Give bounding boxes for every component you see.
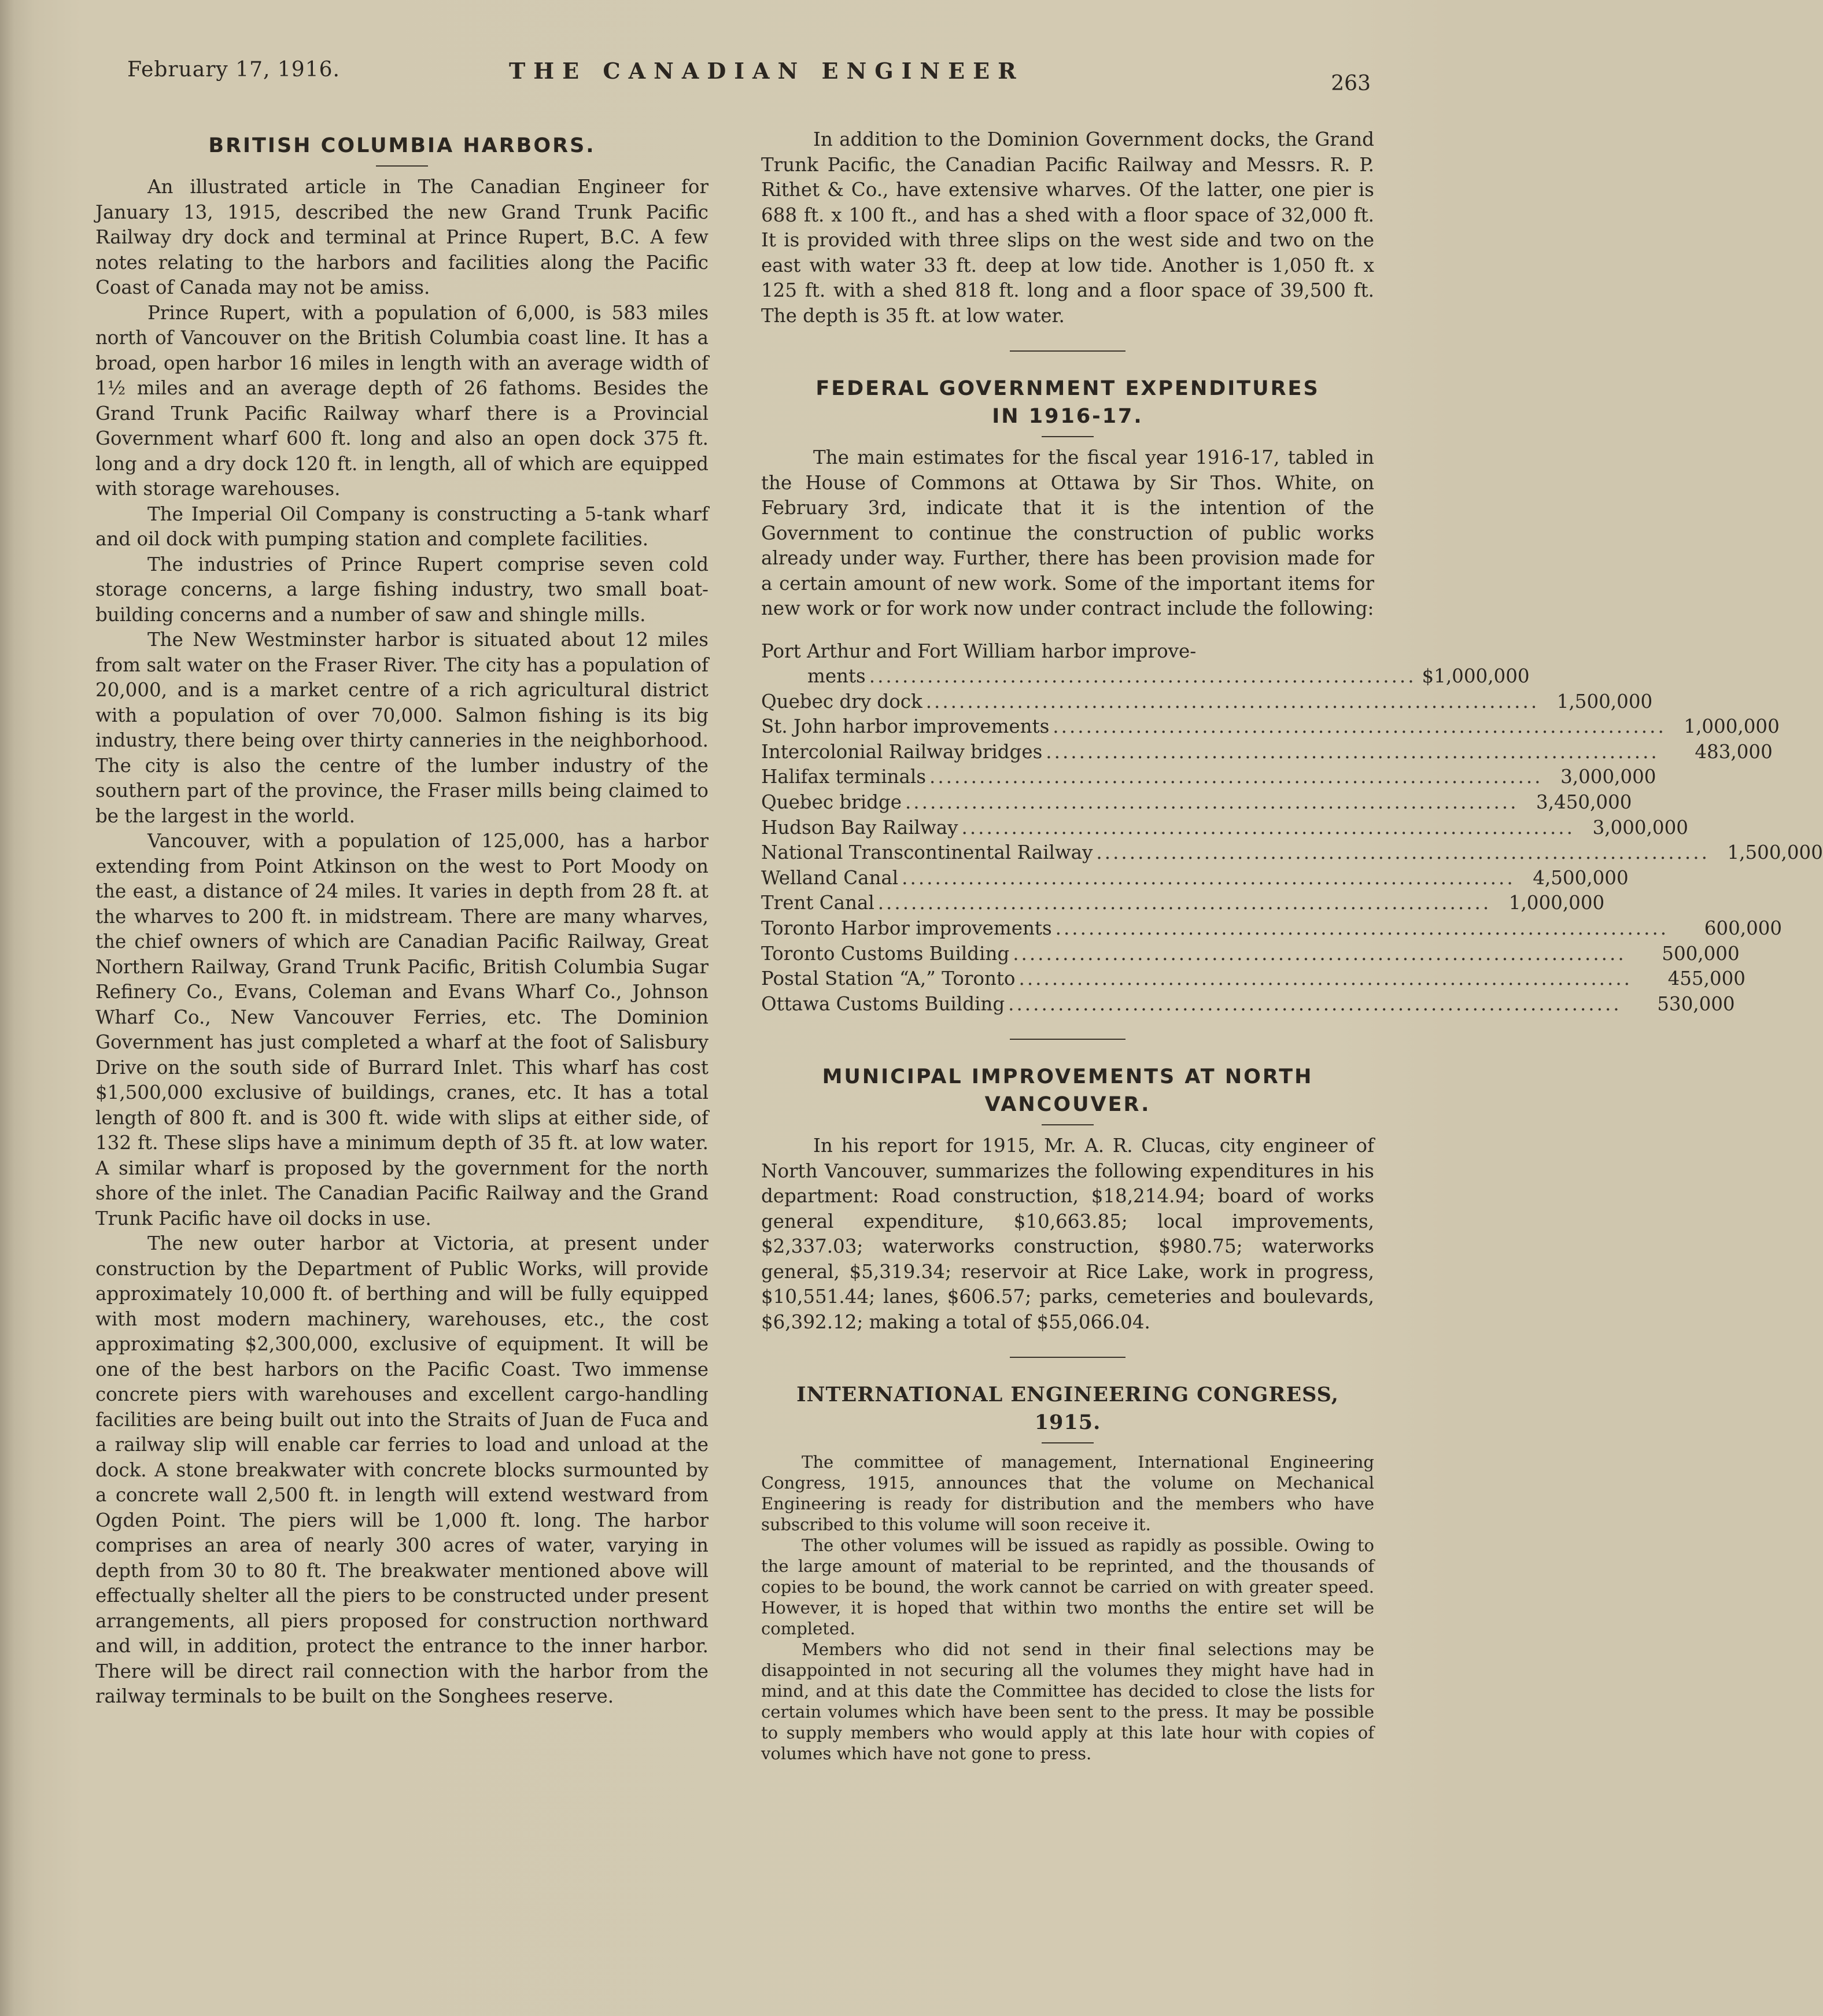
expenditure-row	[761, 689, 1653, 715]
federal-title-line1: FEDERAL GOVERNMENT EXPENDITURES	[815, 377, 1320, 400]
municipal-body: In his report for 1915, Mr. A. R. Clucas, city engineer of North Vancouver, summarizes the following expenditures in his department: Road construction, $18,214.94; board of works general expenditure, $10,663.85; local improvements, $2,337.03; waterworks construction, $980.75; waterworks general, $5,319.34; reservoir at Rice Lake, work in progress, $10,551.44; lanes, $606.57; parks, cemeteries and boulevards, $6,392.12; making a total of $55,066.04.	[761, 1135, 1374, 1333]
journal-title: THE CANADIAN ENGINEER	[509, 58, 1024, 84]
leader-dots: ..........................................................................	[905, 791, 1519, 814]
leader-dots: ..........................................................................	[902, 866, 1515, 889]
expenditure-row	[761, 840, 1823, 866]
item-name: Halifax terminals	[761, 766, 926, 788]
item-amount: 4,500,000	[1533, 866, 1629, 889]
bc-paragraph: The new outer harbor at Victoria, at present under construction by the Department of Public Works, will provide approximately 10,000 ft. of berthing and will be fully equipped with most modern machinery, warehouses, etc., the cost approximating $2,300,000, exclusive of equipment. It will be one of the best harbors on the Pacific Coast. Two immense concrete piers with warehouses and excellent cargo-handling facilities are being built out into the Straits of Juan de Fuca and a railway slip will enable car ferries to load and unload at the dock. A stone breakwater with concrete blocks surmounted by a concrete wall 2,500 ft. in length will extend westward from Ogden Point. The piers will be 1,000 ft. long. The harbor comprises an area of nearly 300 acres of water, varying in depth from 30 to 80 ft. The breakwater mentioned above will effectually shelter all the piers to be constructed under present arrangements, all piers proposed for construction northward and will, in addition, protect the entrance to the inner harbor. There will be direct rail connection with the harbor from the railway terminals to be built on the Songhees reserve.	[95, 1232, 708, 1707]
item-name: Toronto Customs Building	[761, 942, 1010, 965]
leader-dots: ..........................................................................	[1018, 968, 1632, 990]
item-name: Port Arthur and Fort William harbor improve-	[761, 640, 1197, 662]
section-divider	[1010, 1039, 1125, 1040]
expenditure-row	[761, 941, 1740, 967]
article-title-federal	[761, 375, 1374, 430]
item-amount: 530,000	[1657, 992, 1735, 1015]
article-title-congress: INTERNATIONAL ENGINEERING CONGRESS, 1915.	[796, 1383, 1339, 1435]
expenditure-row	[761, 815, 1688, 841]
issue-date: February 17, 1916.	[127, 58, 340, 82]
item-name: St. John harbor improvements	[761, 715, 1050, 738]
expenditure-row	[761, 664, 1530, 689]
article-title-bc-harbors: BRITISH COLUMBIA HARBORS.	[208, 134, 596, 157]
leader-dots: ..........................................................................	[929, 766, 1543, 788]
leader-dots: ..........................................................................	[877, 892, 1492, 914]
expenditure-row	[761, 966, 1745, 992]
title-rule	[376, 165, 428, 167]
bc-paragraph: The Imperial Oil Company is constructing a 5-tank wharf and oil dock with pumping station and complete facilities.	[95, 503, 708, 550]
item-name: Welland Canal	[761, 866, 899, 889]
item-amount: 600,000	[1704, 917, 1783, 940]
article-title-municipal	[761, 1063, 1374, 1118]
item-name: ments	[807, 665, 866, 688]
expenditure-row	[761, 866, 1629, 891]
leader-dots: ..........................................................................	[1055, 917, 1669, 940]
item-name: Postal Station “A,” Toronto	[761, 968, 1016, 990]
title-rule	[1042, 436, 1094, 437]
federal-intro: The main estimates for the fiscal year 1916-17, tabled in the House of Commons at Ottawa by Sir Thos. White, on February 3rd, indicate that it is the intention of the Government to continue the construction of public works already under way. Further, there has been provision made for a certain amount of new work. Some of the important items for new work or for work now under contract include the following:	[761, 446, 1374, 619]
leader-dots: ..........................................................................	[961, 816, 1575, 839]
congress-article	[761, 1381, 1374, 1764]
leader-dots: ..........................................................................	[1008, 992, 1622, 1015]
item-amount: 500,000	[1662, 942, 1740, 965]
expenditure-list	[761, 639, 1823, 1017]
item-amount: 455,000	[1667, 968, 1745, 990]
leader-dots: ..........................................................................	[925, 690, 1540, 712]
expenditure-row	[761, 639, 1374, 664]
item-name: National Transcontinental Railway	[761, 841, 1093, 864]
item-amount: 483,000	[1695, 740, 1773, 763]
item-amount: 1,000,000	[1508, 892, 1605, 914]
federal-title-line2: IN 1916-17.	[992, 405, 1143, 428]
bc-paragraph: Prince Rupert, with a population of 6,000, is 583 miles north of Vancouver on the British Columbia coast line. It has a broad, open harbor 16 miles in length with an average width of 1½ miles and an average depth of 26 fathoms. Besides the Grand Trunk Pacific Railway wharf there is a Provincial Government wharf 600 ft. long and also an open dock 375 ft. long and a dry dock 120 ft. in length, all of which are equipped with storage warehouses.	[95, 301, 708, 500]
title-rule	[1042, 1124, 1094, 1125]
item-amount: 3,000,000	[1560, 766, 1656, 788]
leader-dots: ..........................................................................	[1046, 740, 1659, 763]
item-amount: 1,500,000	[1727, 841, 1823, 864]
expenditure-row	[761, 790, 1632, 815]
expenditure-row	[761, 714, 1780, 740]
item-amount: 1,000,000	[1684, 715, 1780, 738]
leader-dots: ..........................................................................	[1013, 942, 1626, 965]
expenditure-row	[761, 765, 1656, 790]
expenditure-row	[761, 992, 1735, 1017]
item-name: Trent Canal	[761, 892, 874, 914]
bc-paragraph-continued: In addition to the Dominion Government docks, the Grand Trunk Pacific, the Canadian Pacific Railway and Messrs. R. P. Rithet & Co., have extensive wharves. Of the latter, one pier is 688 ft. x 100 ft., and has a shed with a floor space of 32,000 ft. It is provided with three slips on the west side and two on the east with water 33 ft. deep at low tide. Another is 1,050 ft. x 125 ft. with a shed 818 ft. long and a floor space of 39,500 ft. The depth is 35 ft. at low water.	[761, 128, 1374, 327]
bc-paragraph: The industries of Prince Rupert comprise seven cold storage concerns, a large fishing industry, two small boat-building concerns and a number of saw and shingle mills.	[95, 553, 708, 626]
right-column	[761, 127, 1823, 1764]
bc-paragraph: The New Westminster harbor is situated about 12 miles from salt water on the Fraser River. The city has a population of 20,000, and is a market centre of a rich agricultural district with a population of over 70,000. Salmon fishing is its big industry, there being over thirty canneries in the neighborhood. The city is also the centre of the lumber industry of the southern part of the province, the Fraser mills being claimed to be the largest in the world.	[95, 629, 708, 827]
expenditure-row	[761, 891, 1605, 916]
item-name: Quebec bridge	[761, 791, 902, 814]
item-name: Intercolonial Railway bridges	[761, 740, 1043, 763]
item-amount: 3,450,000	[1536, 791, 1632, 814]
title-rule	[1042, 1442, 1094, 1443]
item-name: Quebec dry dock	[761, 690, 922, 712]
page-number: 263	[1331, 72, 1371, 95]
section-divider	[1010, 350, 1125, 352]
expenditure-row	[761, 916, 1783, 941]
section-divider	[1010, 1357, 1125, 1358]
municipal-title-line2: VANCOUVER.	[984, 1093, 1151, 1117]
item-amount: $1,000,000	[1422, 665, 1530, 688]
leader-dots: ..................................................................	[869, 665, 1416, 688]
item-name: Hudson Bay Railway	[761, 816, 958, 839]
page-header	[127, 58, 1371, 98]
item-name: Ottawa Customs Building	[761, 992, 1005, 1015]
item-name: Toronto Harbor improvements	[761, 917, 1052, 940]
leader-dots: ..........................................................................	[1096, 841, 1710, 864]
bc-paragraph: Vancouver, with a population of 125,000, has a harbor extending from Point Atkinson on the west to Port Moody on the east, a distance of 24 miles. It varies in depth from 28 ft. at the wharves to 200 ft. in midstream. There are many wharves, the chief owners of which are Canadian Pacific Railway, Great Northern Railway, Grand Trunk Pacific, British Columbia Sugar Refinery Co., Evans, Coleman and Evans Wharf Co., Johnson Wharf Co., New Vancouver Ferries, etc. The Dominion Government has just completed a wharf at the foot of Salisbury Drive on the south side of Burrard Inlet. This wharf has cost $1,500,000 exclusive of buildings, cranes, etc. It has a total length of 800 ft. and is 300 ft. wide with slips at either side, of 132 ft. These slips have a minimum depth of 35 ft. at low water. A similar wharf is proposed by the government for the north shore of the inlet. The Canadian Pacific Railway and the Grand Trunk Pacific have oil docks in use.	[95, 830, 708, 1229]
congress-paragraph: Members who did not send in their final selections may be disappointed in not securing all the volumes they might have had in mind, and at this date the Committee has decided to close the lists for certain volumes which have been sent to the press. It may be possible to supply members who would apply at this late hour with copies of volumes which have not gone to press.	[761, 1640, 1374, 1764]
item-amount: 3,000,000	[1592, 816, 1688, 839]
congress-paragraph: The other volumes will be issued as rapidly as possible. Owing to the large amount of material to be reprinted, and the thousands of copies to be bound, the work cannot be carried on with greater speed. However, it is hoped that within two months the entire set will be completed.	[761, 1535, 1374, 1639]
item-amount: 1,500,000	[1556, 690, 1653, 712]
congress-paragraph: The committee of management, International Engineering Congress, 1915, announces that the volume on Mechanical Engineering is ready for distribution and the members who have subscribed to this volume will soon receive it.	[761, 1452, 1374, 1535]
bc-paragraph: An illustrated article in The Canadian Engineer for January 13, 1915, described the new Grand Trunk Pacific Railway dry dock and terminal at Prince Rupert, B.C. A few notes relating to the harbors and facilities along the Pacific Coast of Canada may not be amiss.	[95, 176, 708, 298]
municipal-title-line1: MUNICIPAL IMPROVEMENTS AT NORTH	[822, 1065, 1313, 1089]
left-column	[95, 127, 708, 1709]
expenditure-row	[761, 740, 1773, 765]
leader-dots: ..........................................................................	[1053, 715, 1666, 738]
